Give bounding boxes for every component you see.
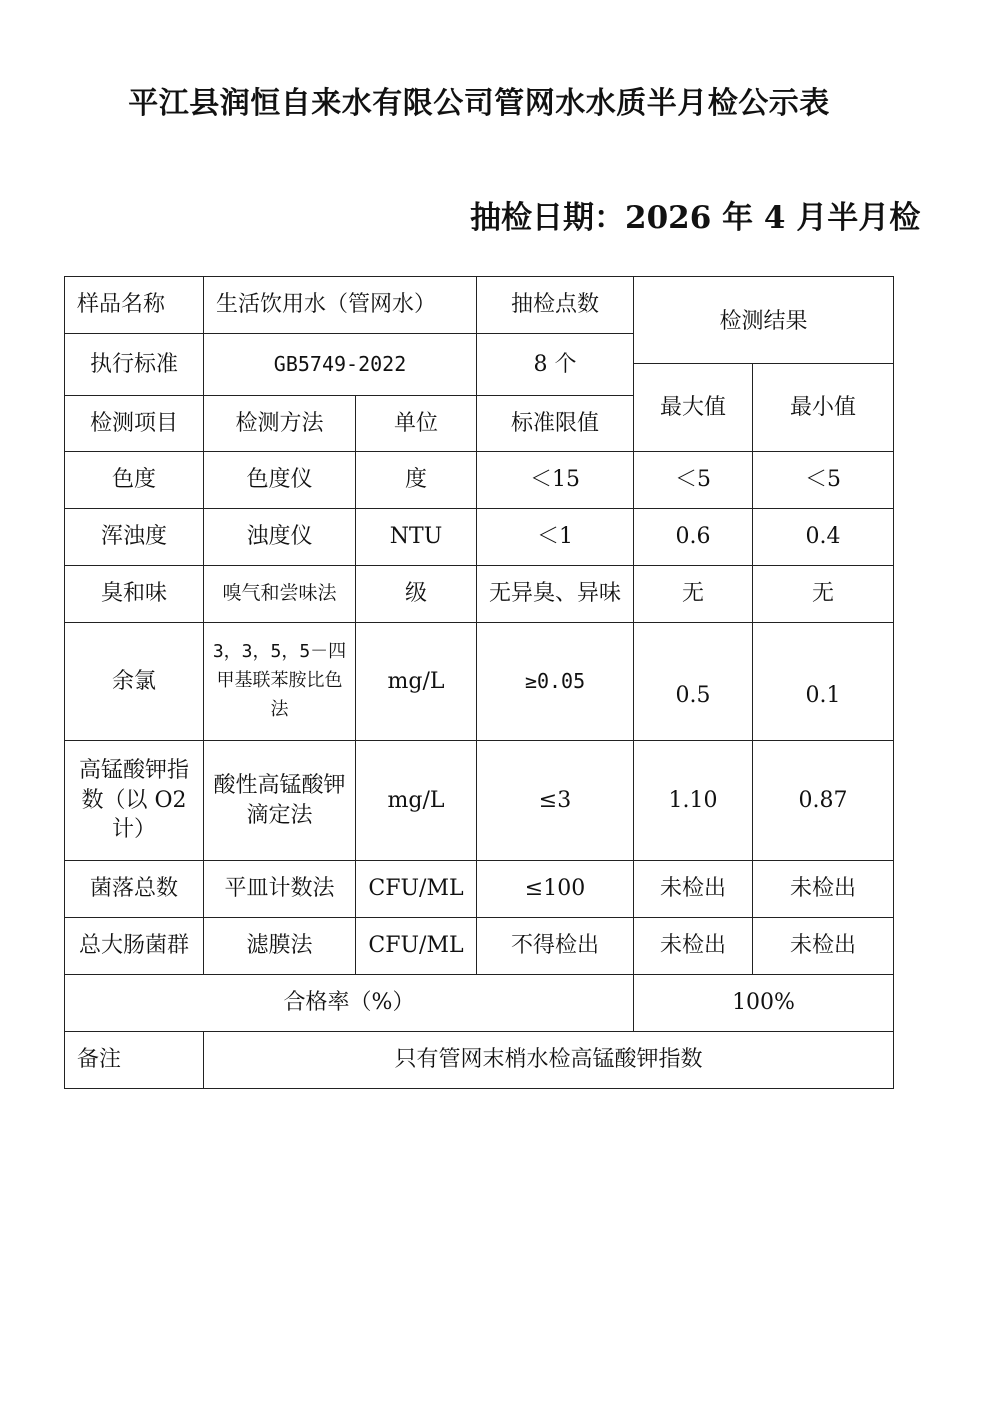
- max-cell: ＜5: [634, 452, 753, 509]
- standard-value: GB5749-2022: [204, 334, 477, 396]
- max-cell: 1.10: [634, 741, 753, 861]
- min-cell: 0.4: [753, 509, 894, 566]
- limit-cell: ≥0.05: [477, 623, 634, 741]
- column-limit-header: 标准限值: [477, 396, 634, 452]
- sample-points-value: 8 个: [477, 334, 634, 396]
- method-cell: 色度仪: [204, 452, 356, 509]
- method-cell: 浊度仪: [204, 509, 356, 566]
- remark-value: 只有管网末梢水检高锰酸钾指数: [204, 1032, 894, 1089]
- item-cell: 总大肠菌群: [65, 918, 204, 975]
- item-cell: 浑浊度: [65, 509, 204, 566]
- table-row: [65, 566, 894, 623]
- item-cell: 高锰酸钾指数（以 O2 计）: [65, 741, 204, 861]
- table-row: [65, 918, 894, 975]
- pass-rate-value: 100%: [634, 975, 894, 1032]
- table-row: [65, 861, 894, 918]
- result-header: 检测结果: [634, 277, 894, 364]
- standard-label: 执行标准: [65, 334, 204, 396]
- table-row: [65, 623, 894, 741]
- item-cell: 色度: [65, 452, 204, 509]
- unit-cell: mg/L: [356, 623, 477, 741]
- unit-cell: CFU/ML: [356, 861, 477, 918]
- item-cell: 余氯: [65, 623, 204, 741]
- remark-label: 备注: [65, 1032, 204, 1089]
- column-unit-header: 单位: [356, 396, 477, 452]
- limit-cell: ≤3: [477, 741, 634, 861]
- remark-row: [65, 1032, 894, 1089]
- min-cell: ＜5: [753, 452, 894, 509]
- limit-cell: ＜1: [477, 509, 634, 566]
- page-title: 平江县润恒自来水有限公司管网水水质半月检公示表: [128, 86, 830, 121]
- table-row: [65, 452, 894, 509]
- table-row: [65, 509, 894, 566]
- table-row: [65, 741, 894, 861]
- unit-cell: CFU/ML: [356, 918, 477, 975]
- max-cell: 0.6: [634, 509, 753, 566]
- max-cell: 无: [634, 566, 753, 623]
- sample-name-label: 样品名称: [65, 277, 204, 334]
- column-item-header: 检测项目: [65, 396, 204, 452]
- sample-points-label: 抽检点数: [477, 277, 634, 334]
- pass-rate-label: 合格率（%）: [65, 975, 634, 1032]
- min-cell: 未检出: [753, 918, 894, 975]
- min-cell: 无: [753, 566, 894, 623]
- min-cell: 0.87: [753, 741, 894, 861]
- column-min-header: 最小值: [753, 364, 894, 452]
- unit-cell: 度: [356, 452, 477, 509]
- column-method-header: 检测方法: [204, 396, 356, 452]
- limit-cell: ＜15: [477, 452, 634, 509]
- method-cell: 平皿计数法: [204, 861, 356, 918]
- min-cell: 未检出: [753, 861, 894, 918]
- item-cell: 臭和味: [65, 566, 204, 623]
- water-quality-table: [64, 276, 894, 1089]
- table-row-sample: [65, 277, 894, 334]
- method-cell: 3，3，5，5－四甲基联苯胺比色法: [204, 623, 356, 741]
- method-cell: 嗅气和尝味法: [204, 566, 356, 623]
- pass-rate-row: [65, 975, 894, 1032]
- unit-cell: 级: [356, 566, 477, 623]
- unit-cell: NTU: [356, 509, 477, 566]
- sampling-date: 抽检日期：2026 年 4 月半月检: [470, 200, 921, 236]
- min-cell: 0.1: [753, 623, 894, 741]
- unit-cell: mg/L: [356, 741, 477, 861]
- max-cell: 未检出: [634, 918, 753, 975]
- item-cell: 菌落总数: [65, 861, 204, 918]
- sample-name-value: 生活饮用水（管网水）: [204, 277, 477, 334]
- method-cell: 滤膜法: [204, 918, 356, 975]
- limit-cell: ≤100: [477, 861, 634, 918]
- limit-cell: 不得检出: [477, 918, 634, 975]
- column-max-header: 最大值: [634, 364, 753, 452]
- limit-cell: 无异臭、异味: [477, 566, 634, 623]
- method-cell: 酸性高锰酸钾滴定法: [204, 741, 356, 861]
- max-cell: 0.5: [634, 623, 753, 741]
- max-cell: 未检出: [634, 861, 753, 918]
